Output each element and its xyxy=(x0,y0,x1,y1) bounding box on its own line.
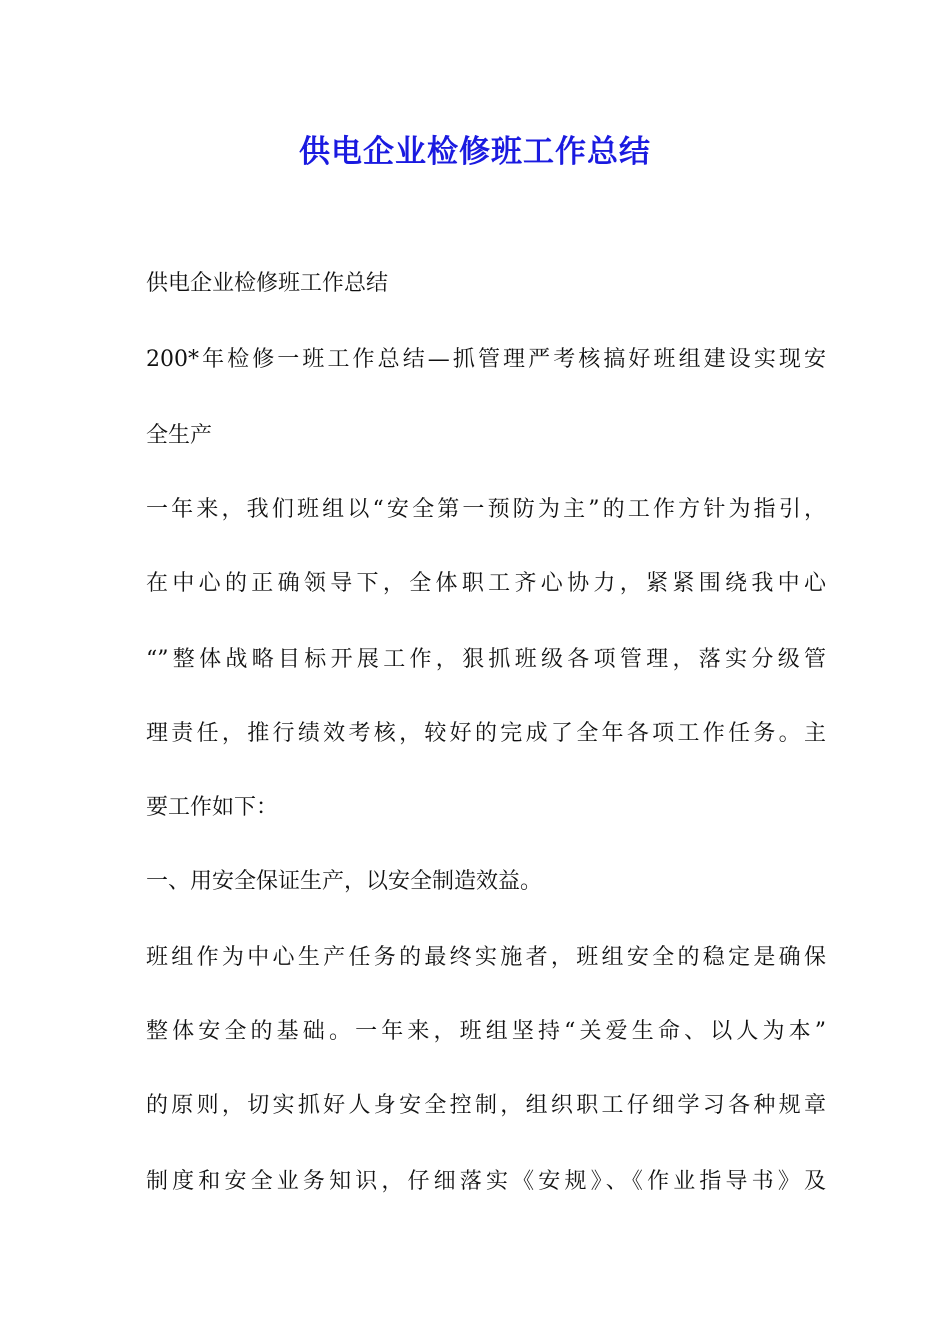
document-line: 一年来，我们班组以“安全第一预防为主”的工作方针为指引， xyxy=(146,497,826,522)
document-line: “”整体战略目标开展工作，狠抓班级各项管理，落实分级管 xyxy=(146,647,826,672)
document-line: 班组作为中心生产任务的最终实施者，班组安全的稳定是确保 xyxy=(146,945,826,970)
document-line: 整体安全的基础。一年来，班组坚持“关爱生命、以人为本” xyxy=(146,1019,826,1044)
document-line: 理责任，推行绩效考核，较好的完成了全年各项工作任务。主 xyxy=(146,721,826,746)
document-line: 在中心的正确领导下，全体职工齐心协力，紧紧围绕我中心 xyxy=(146,571,826,596)
document-title: 供电企业检修班工作总结 xyxy=(299,134,651,170)
document-line: 制度和安全业务知识，仔细落实《安规》、《作业指导书》及 xyxy=(146,1169,826,1194)
document-line: 全生产 xyxy=(146,423,213,448)
document-line: 200*年检修一班工作总结—抓管理严考核搞好班组建设实现安 xyxy=(146,347,826,372)
document-line: 供电企业检修班工作总结 xyxy=(146,271,389,296)
document-line: 的原则，切实抓好人身安全控制，组织职工仔细学习各种规章 xyxy=(146,1093,826,1118)
document-line: 要工作如下： xyxy=(146,795,279,820)
document-line: 一、用安全保证生产，以安全制造效益。 xyxy=(146,869,543,894)
